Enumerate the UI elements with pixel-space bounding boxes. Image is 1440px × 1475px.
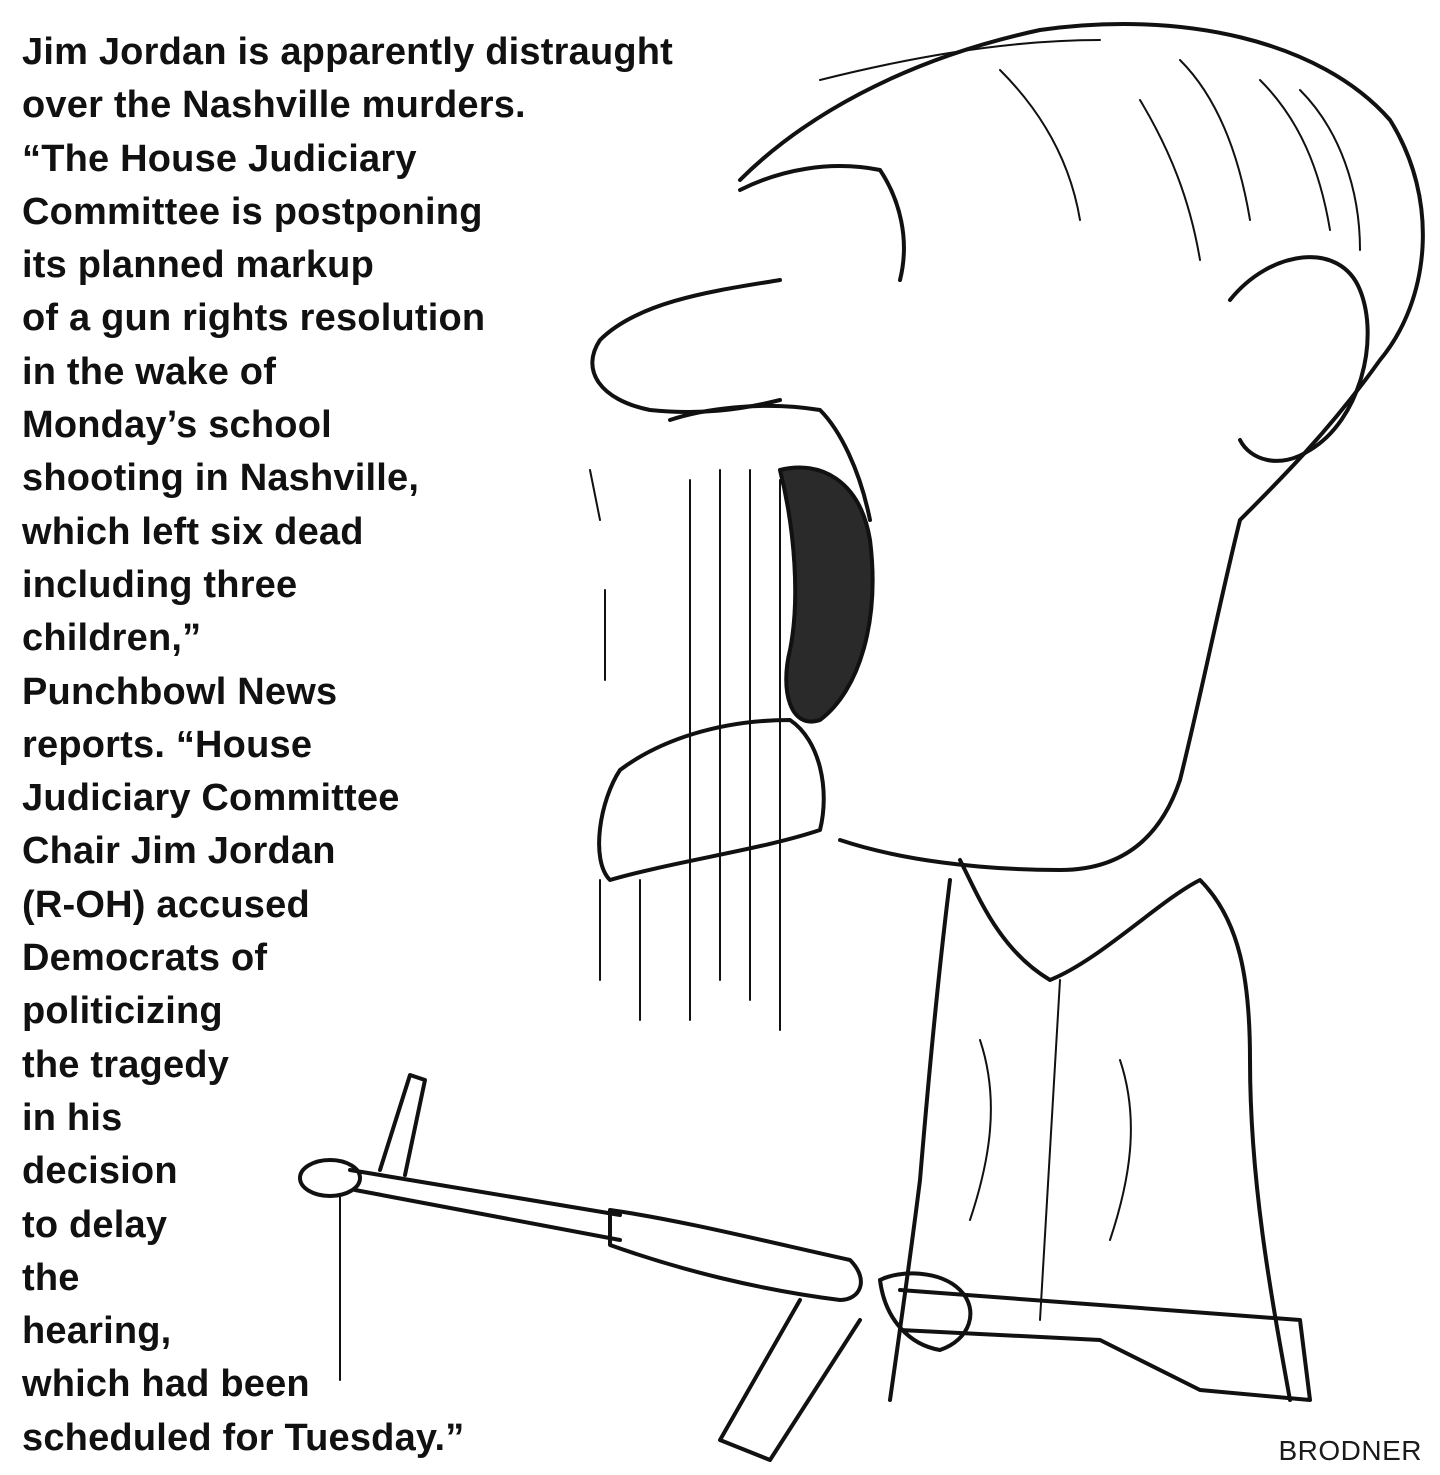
- rifle-stock: [900, 1290, 1310, 1400]
- caption-line: Democrats of: [22, 937, 268, 980]
- artist-signature: BRODNER: [1278, 1435, 1422, 1466]
- caption-line: in his: [22, 1096, 123, 1139]
- caption-line: its planned markup: [22, 244, 375, 287]
- neck-collar: [960, 860, 1250, 1060]
- caption-line: the tragedy: [22, 1043, 230, 1086]
- caption-line: Judiciary Committee: [22, 777, 400, 820]
- caption-line: decision: [22, 1150, 178, 1193]
- shirt-folds: [970, 980, 1131, 1320]
- caption-line: shooting in Nashville,: [22, 457, 420, 500]
- caption-line: Chair Jim Jordan: [22, 830, 336, 873]
- head-outline: [740, 24, 1423, 870]
- caption-line: politicizing: [22, 990, 223, 1033]
- caption-line: over the Nashville murders.: [22, 84, 526, 127]
- caption-line: Jim Jordan is apparently distraught: [22, 31, 674, 73]
- caption-line: Monday’s school: [22, 404, 332, 447]
- caption-line: which had been: [22, 1363, 310, 1406]
- caption-text-block: [22, 26, 673, 1465]
- caption-line: Punchbowl News: [22, 670, 338, 713]
- caption-line: in the wake of: [22, 350, 277, 393]
- caption-line: hearing,: [22, 1310, 172, 1353]
- caption-line: which left six dead: [22, 510, 364, 553]
- caption-line: children,”: [22, 617, 202, 660]
- caption-line: scheduled for Tuesday.”: [22, 1416, 465, 1459]
- caption-line: the: [22, 1256, 80, 1299]
- caption-line: reports. “House: [22, 723, 313, 766]
- caption-line: “The House Judiciary: [22, 137, 417, 180]
- brow: [740, 166, 904, 280]
- caption-line: to delay: [22, 1203, 168, 1246]
- hand: [880, 1273, 970, 1350]
- caption-line: (R-OH) accused: [22, 883, 310, 926]
- caption-line: Committee is postponing: [22, 190, 483, 233]
- ear: [1230, 257, 1368, 461]
- open-mouth: [780, 468, 873, 722]
- rifle-magazine: [720, 1300, 860, 1460]
- caption-line: of a gun rights resolution: [22, 297, 486, 340]
- caption-line: including three: [22, 563, 298, 606]
